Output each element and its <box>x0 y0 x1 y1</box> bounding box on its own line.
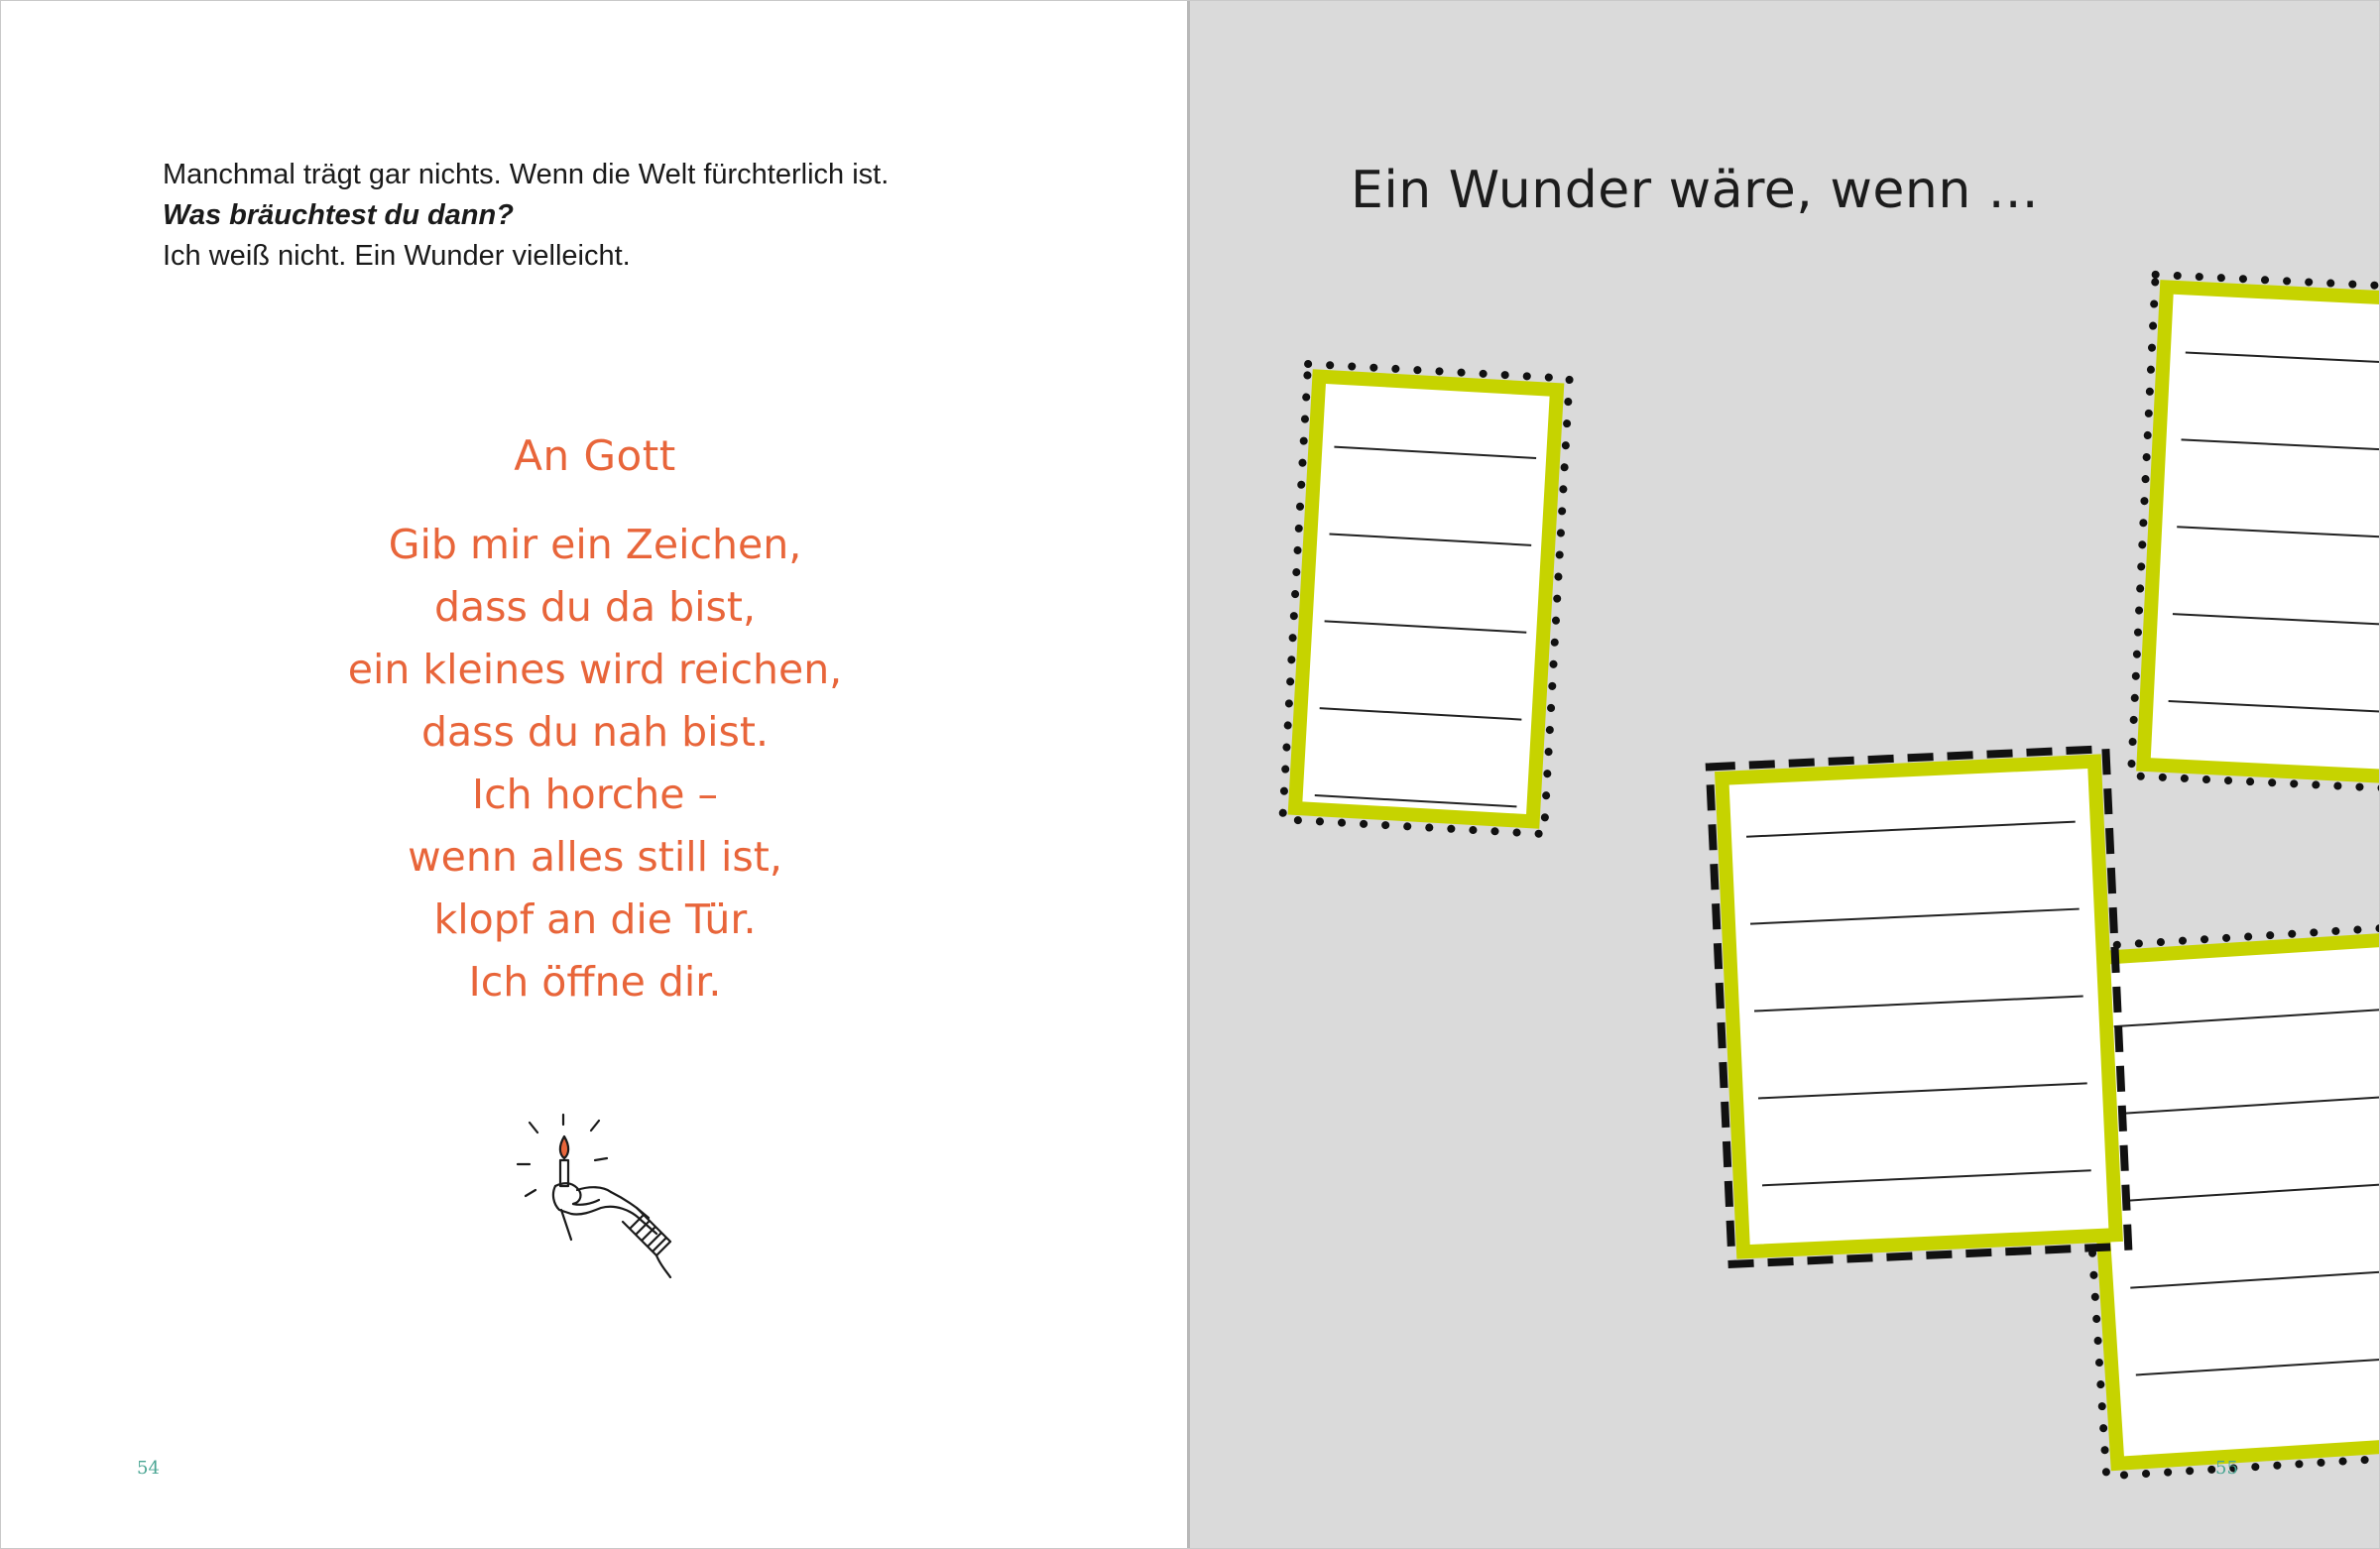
poem-line: dass du nah bist. <box>421 708 769 756</box>
intro-text <box>163 155 1055 277</box>
hand-holding-candle-icon <box>512 1111 700 1299</box>
poem <box>298 426 892 1013</box>
intro-line-3: Ich weiß nicht. Ein Wunder vielleicht. <box>163 240 631 272</box>
poem-line: Ich öffne dir. <box>468 958 722 1006</box>
left-page <box>0 0 1189 1549</box>
page-heading: Ein Wunder wäre, wenn ... <box>1351 161 2039 220</box>
poem-line: klopf an die Tür. <box>433 895 757 943</box>
intro-question: Was bräuchtest du dann? <box>163 199 514 231</box>
note-card-a <box>1282 364 1569 834</box>
note-card-b <box>2131 275 2380 796</box>
poem-line: wenn alles still ist, <box>408 833 782 881</box>
poem-line: Gib mir ein Zeichen, <box>388 521 802 568</box>
note-card-c <box>1710 749 2128 1264</box>
page-number-right: 55 <box>2215 1458 2238 1479</box>
page-number-left: 54 <box>137 1458 160 1479</box>
poem-line: dass du da bist, <box>433 583 757 631</box>
note-cards-illustration <box>1189 0 2380 1549</box>
poem-line: ein kleines wird reichen, <box>347 646 843 693</box>
poem-title: An Gott <box>514 431 676 480</box>
intro-line-1: Manchmal trägt gar nichts. Wenn die Welt fürchterlich ist. <box>163 159 890 190</box>
poem-line: Ich horche – <box>472 771 718 818</box>
